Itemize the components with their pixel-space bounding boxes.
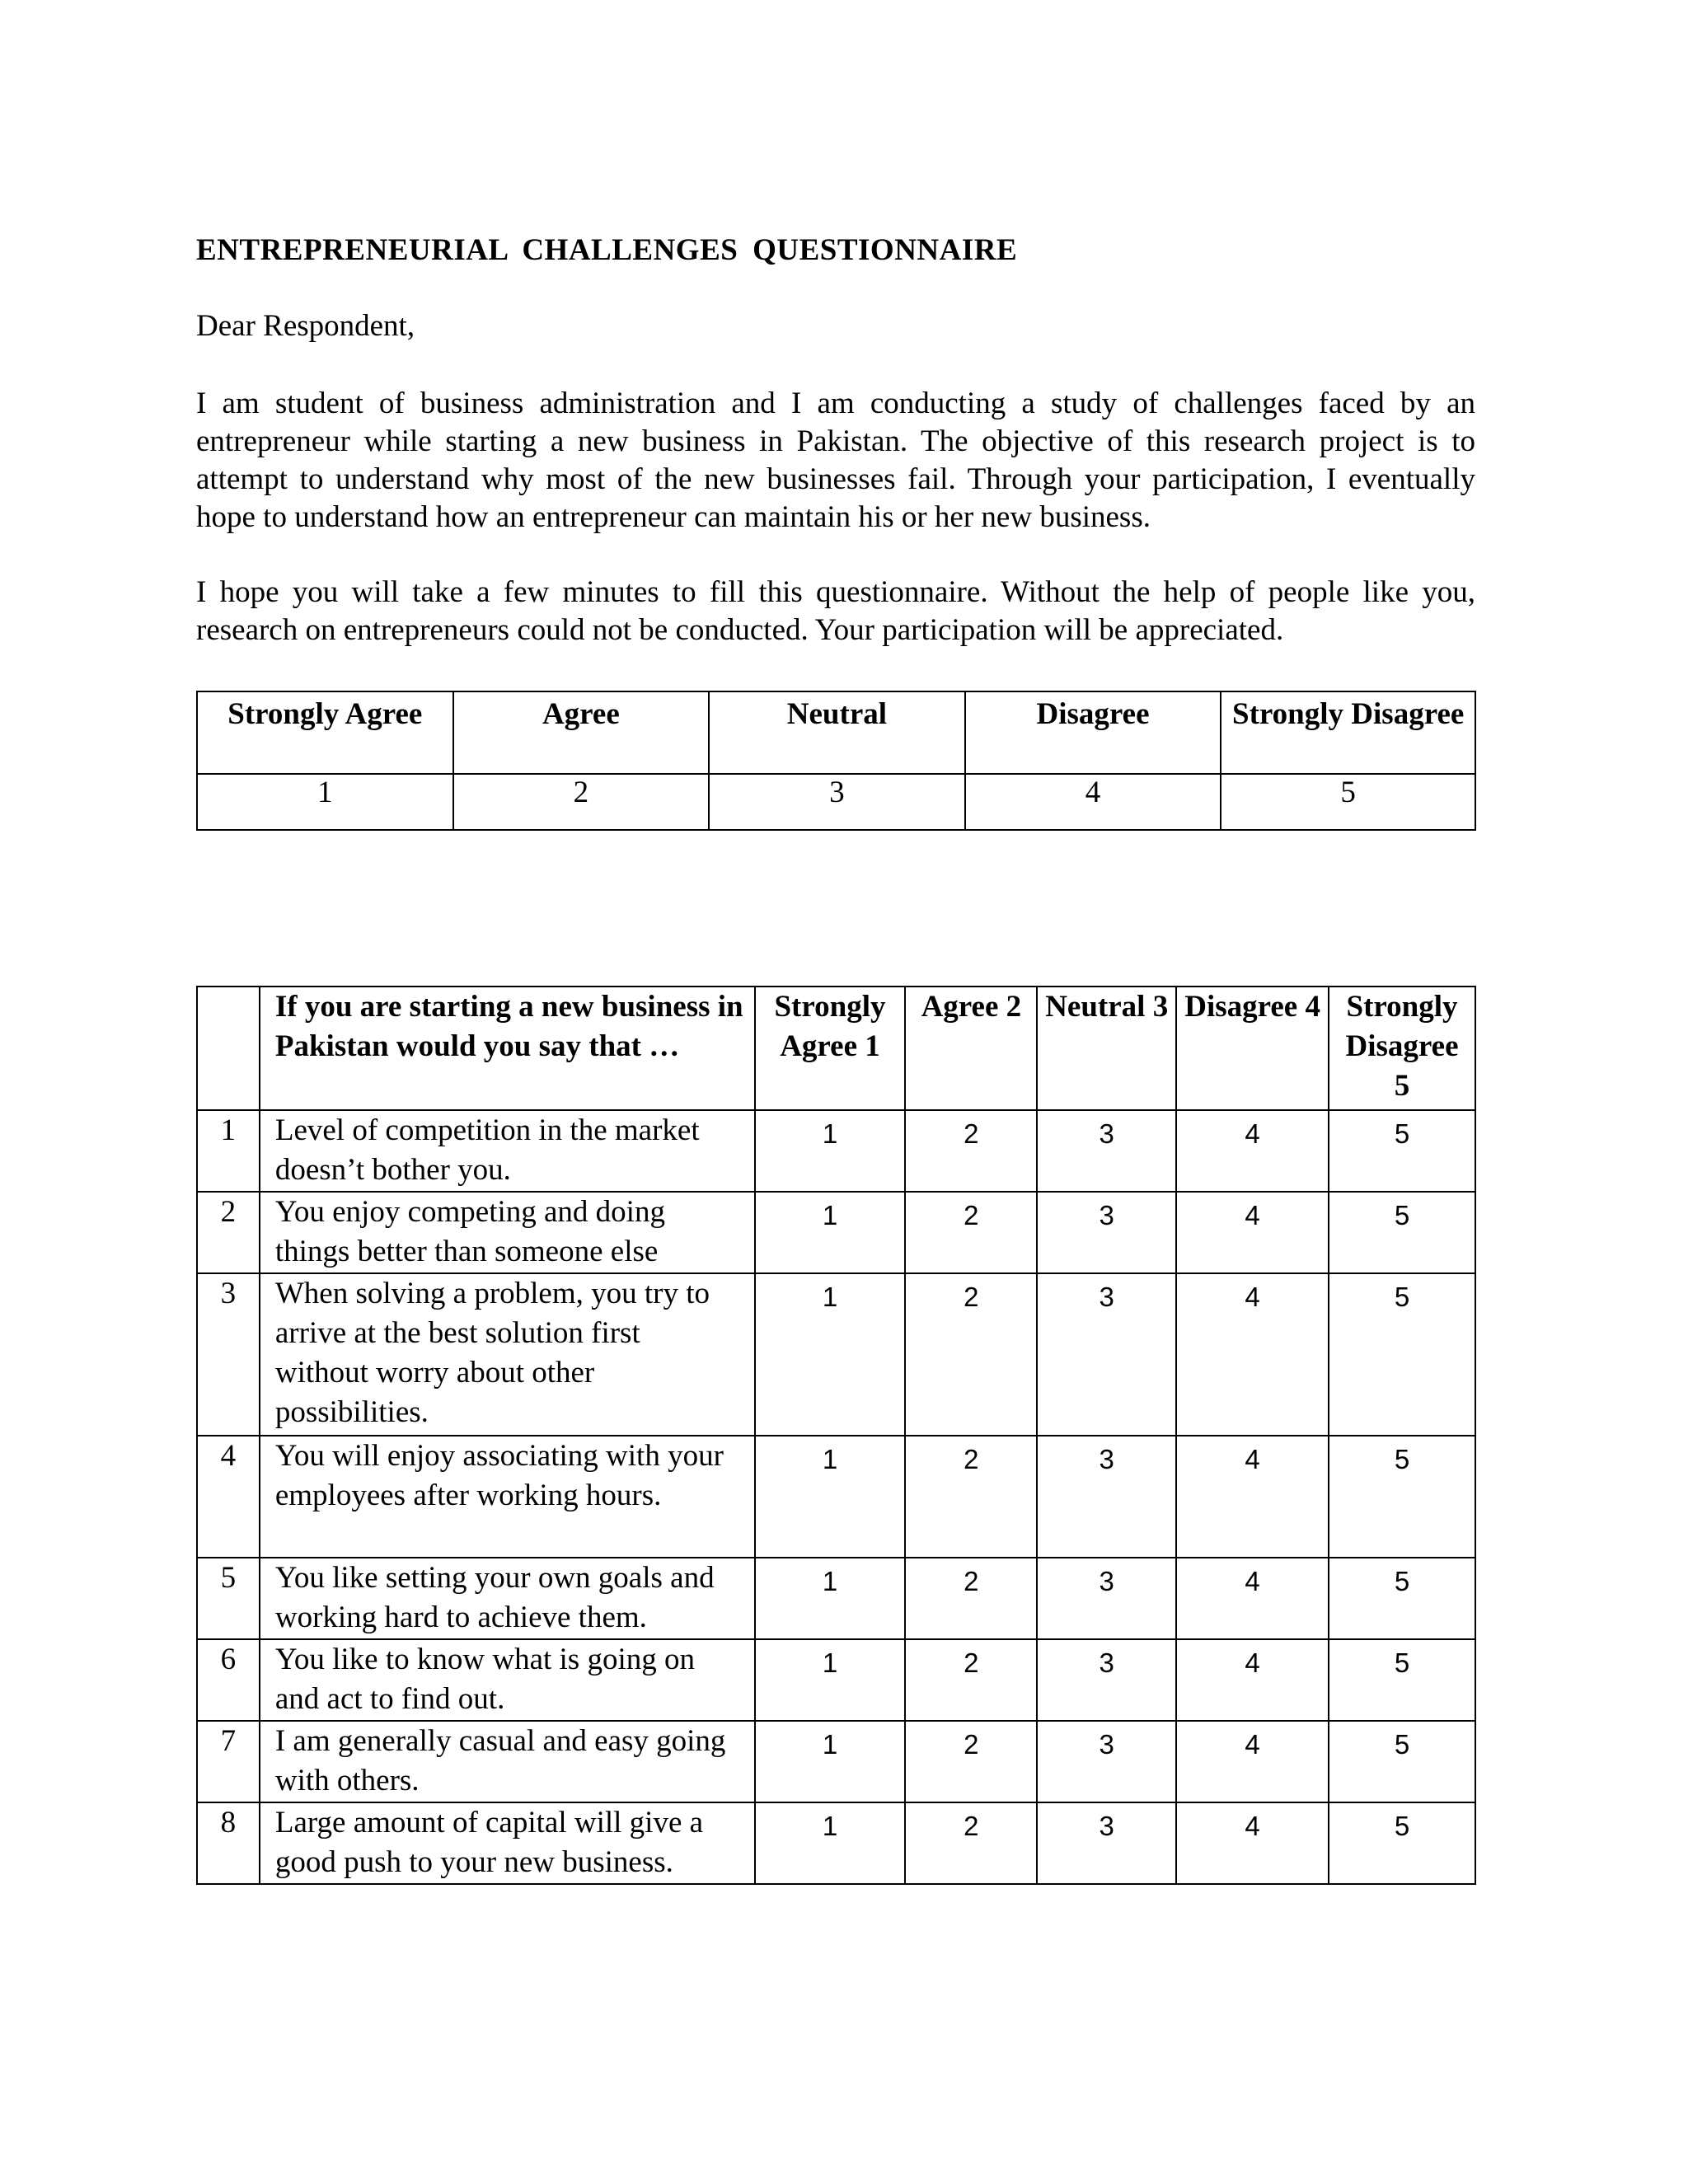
score-option-neutral[interactable]: 3 (1037, 1639, 1176, 1721)
question-row (197, 1192, 1475, 1273)
score-option-strongly-disagree[interactable]: 5 (1329, 1273, 1475, 1436)
score-option-neutral[interactable]: 3 (1037, 1721, 1176, 1802)
scale-value: 2 (453, 774, 710, 830)
question-number: 7 (197, 1721, 260, 1802)
score-option-strongly-agree[interactable]: 1 (755, 1110, 906, 1192)
score-option-agree[interactable]: 2 (905, 1110, 1037, 1192)
neutral-header: Neutral 3 (1037, 987, 1176, 1110)
score-option-strongly-disagree[interactable]: 5 (1329, 1802, 1475, 1884)
score-option-disagree[interactable]: 4 (1176, 1721, 1329, 1802)
score-option-agree[interactable]: 2 (905, 1436, 1037, 1558)
score-option-disagree[interactable]: 4 (1176, 1436, 1329, 1558)
score-option-strongly-agree[interactable]: 1 (755, 1721, 906, 1802)
intro-paragraph: I am student of business administration and I am conducting a study of challenges faced by an entrepreneur while starting a new business in Pakistan. The objective of this research project is to attempt to understand why most of the new businesses fail. Through your participation, I eventually hope to understand how an entrepreneur can maintain his or her new business. (196, 387, 1475, 534)
question-row (197, 1273, 1475, 1436)
question-text: You like setting your own goals and working hard to achieve them. (260, 1558, 755, 1639)
scale-value: 4 (965, 774, 1221, 830)
question-text: I am generally casual and easy going with others. (260, 1721, 755, 1802)
score-option-strongly-agree[interactable]: 1 (755, 1802, 906, 1884)
question-row (197, 1558, 1475, 1639)
question-number: 2 (197, 1192, 260, 1273)
question-row (197, 1110, 1475, 1192)
question-row (197, 1436, 1475, 1558)
question-number: 5 (197, 1558, 260, 1639)
questions-body (197, 1110, 1475, 1884)
score-option-neutral[interactable]: 3 (1037, 1192, 1176, 1273)
score-option-agree[interactable]: 2 (905, 1273, 1037, 1436)
question-text: When solving a problem, you try to arrive at the best solution first without worry about other possibilities. (260, 1273, 755, 1436)
request-paragraph: I hope you will take a few minutes to fill this questionnaire. Without the help of people like you, research on entrepreneurs could not be conducted. Your participation will be appreciated. (196, 575, 1475, 647)
score-option-agree[interactable]: 2 (905, 1721, 1037, 1802)
strongly-disagree-header: Strongly Disagree 5 (1329, 987, 1475, 1110)
score-option-disagree[interactable]: 4 (1176, 1802, 1329, 1884)
question-number: 8 (197, 1802, 260, 1884)
question-row (197, 1802, 1475, 1884)
salutation: Dear Respondent, (196, 309, 415, 343)
question-text: You like to know what is going on and act to find out. (260, 1639, 755, 1721)
question-row (197, 1721, 1475, 1802)
strongly-agree-header: Strongly Agree 1 (755, 987, 906, 1110)
agree-header: Agree 2 (905, 987, 1037, 1110)
score-option-strongly-disagree[interactable]: 5 (1329, 1558, 1475, 1639)
score-option-disagree[interactable]: 4 (1176, 1558, 1329, 1639)
rating-scale-table (196, 691, 1476, 831)
scale-value: 1 (197, 774, 453, 830)
score-option-agree[interactable]: 2 (905, 1639, 1037, 1721)
score-option-strongly-disagree[interactable]: 5 (1329, 1192, 1475, 1273)
score-option-strongly-disagree[interactable]: 5 (1329, 1639, 1475, 1721)
score-option-strongly-agree[interactable]: 1 (755, 1436, 906, 1558)
score-option-disagree[interactable]: 4 (1176, 1639, 1329, 1721)
question-header: If you are starting a new business in Pakistan would you say that … (260, 987, 755, 1110)
question-text: Level of competition in the market doesn’t bother you. (260, 1110, 755, 1192)
score-option-strongly-agree[interactable]: 1 (755, 1192, 906, 1273)
question-text: You will enjoy associating with your employees after working hours. (260, 1436, 755, 1558)
question-number: 4 (197, 1436, 260, 1558)
score-option-strongly-disagree[interactable]: 5 (1329, 1110, 1475, 1192)
score-option-neutral[interactable]: 3 (1037, 1110, 1176, 1192)
scale-header-row (197, 691, 1475, 774)
question-row (197, 1639, 1475, 1721)
question-text: Large amount of capital will give a good push to your new business. (260, 1802, 755, 1884)
scale-value: 5 (1221, 774, 1475, 830)
document-title: ENTREPRENEURIAL CHALLENGES QUESTIONNAIRE (196, 233, 1018, 267)
score-option-neutral[interactable]: 3 (1037, 1436, 1176, 1558)
question-number: 3 (197, 1273, 260, 1436)
scale-header-strongly-agree: Strongly Agree (197, 691, 453, 774)
score-option-disagree[interactable]: 4 (1176, 1273, 1329, 1436)
score-option-agree[interactable]: 2 (905, 1192, 1037, 1273)
score-option-disagree[interactable]: 4 (1176, 1192, 1329, 1273)
score-option-strongly-disagree[interactable]: 5 (1329, 1436, 1475, 1558)
score-option-neutral[interactable]: 3 (1037, 1802, 1176, 1884)
score-option-strongly-agree[interactable]: 1 (755, 1558, 906, 1639)
number-header (197, 987, 260, 1110)
scale-header-neutral: Neutral (709, 691, 965, 774)
scale-header-disagree: Disagree (965, 691, 1221, 774)
questions-header-row (197, 987, 1475, 1110)
score-option-strongly-disagree[interactable]: 5 (1329, 1721, 1475, 1802)
scale-header-strongly-disagree: Strongly Disagree (1221, 691, 1475, 774)
score-option-neutral[interactable]: 3 (1037, 1273, 1176, 1436)
score-option-neutral[interactable]: 3 (1037, 1558, 1176, 1639)
disagree-header: Disagree 4 (1176, 987, 1329, 1110)
questions-table (196, 986, 1476, 1885)
scale-value-row (197, 774, 1475, 830)
score-option-agree[interactable]: 2 (905, 1558, 1037, 1639)
question-number: 6 (197, 1639, 260, 1721)
score-option-strongly-agree[interactable]: 1 (755, 1273, 906, 1436)
question-number: 1 (197, 1110, 260, 1192)
score-option-disagree[interactable]: 4 (1176, 1110, 1329, 1192)
scale-value: 3 (709, 774, 965, 830)
scale-header-agree: Agree (453, 691, 710, 774)
question-text: You enjoy competing and doing things better than someone else (260, 1192, 755, 1273)
score-option-strongly-agree[interactable]: 1 (755, 1639, 906, 1721)
score-option-agree[interactable]: 2 (905, 1802, 1037, 1884)
